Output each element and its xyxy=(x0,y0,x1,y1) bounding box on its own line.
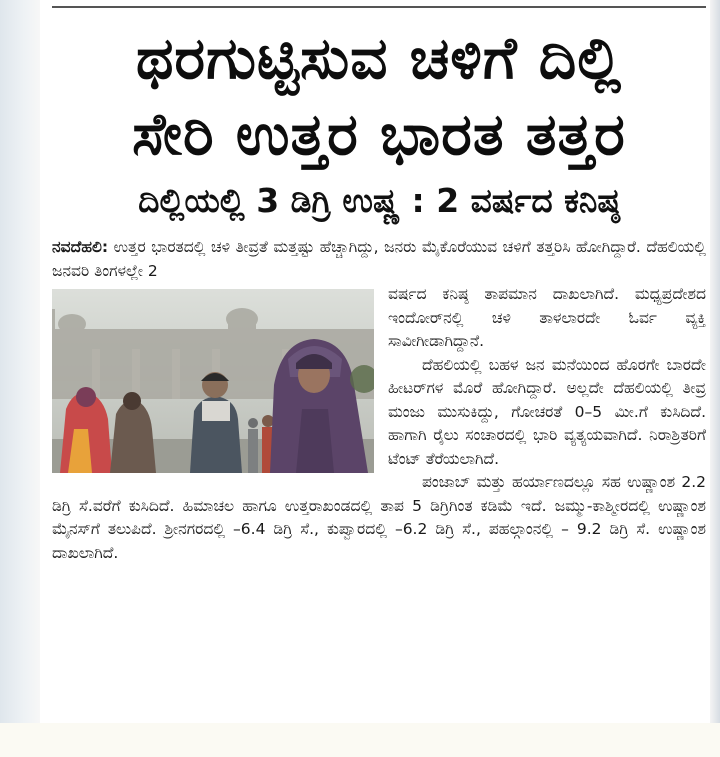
headline-line-1: ಥರಗುಟ್ಟಿಸುವ ಚಳಿಗೆ ದಿಲ್ಲಿ xyxy=(135,24,623,92)
paragraph-1-continued: ವರ್ಷದ ಕನಿಷ್ಠ ತಾಪಮಾನ ದಾಖಲಾಗಿದೆ. ಮಧ್ಯಪ್ರದೇಶದ ಇಂದೋರ್‌ನಲ್ಲಿ ಚಳಿ ತಾಳಲಾರದೇ ಓರ್ವ ವ್ಯಕ್ತಿ ಸಾವೀಗೀಡಾಗಿದ್ದಾನೆ. xyxy=(388,285,706,350)
headline-line-2: ಸೇರಿ ಉತ್ತರ ಭಾರತ ತತ್ತರ xyxy=(132,100,626,168)
page-right-edge xyxy=(710,0,720,757)
photo-illustration-icon xyxy=(52,289,374,473)
subheadline: ದಿಲ್ಲಿಯಲ್ಲಿ 3 ಡಿಗ್ರಿ ಉಷ್ಣ : 2 ವರ್ಷದ ಕನಿಷ್ಠ xyxy=(138,181,620,220)
paragraph-2: ದೆಹಲಿಯಲ್ಲಿ ಬಹಳ ಜನ ಮನೆಯಿಂದ ಹೊರಗೇ ಬಾರದೇ ಹೀಟರ್‌ಗಳ ಮೊರೆ ಹೋಗಿದ್ದಾರೆ. ಅಲ್ಲದೇ ದೆಹಲಿಯಲ್ಲಿ ತೀವ್ರ ಮಂಜು ಮುಸುಕಿದ್ದು, ಗೋಚರತೆ 0–5 ಮೀ.ಗೆ ಕುಸಿದಿದೆ. ಹಾಗಾಗಿ ರೈಲು ಸಂಚಾರದಲ್ಲಿ ಭಾರಿ ವ್ಯತ್ಯಯವಾಗಿದೆ. ನಿರಾಶ್ರಿತರಿಗೆ ಟೆಂಟ್ ತೆರೆಯಲಾಗಿದೆ. xyxy=(388,355,706,468)
page-bottom-margin xyxy=(0,723,720,757)
news-article xyxy=(52,20,706,565)
headline xyxy=(52,20,706,172)
top-rule xyxy=(52,6,706,8)
paragraph-1-lead: ಉತ್ತರ ಭಾರತದಲ್ಲಿ ಚಳಿ ತೀವ್ರತೆ ಮತ್ತಷ್ಟು ಹೆಚ್ಚಾಗಿದ್ದು, ಜನರು ಮೈಕೊರೆಯುವ ಚಳಿಗೆ ತತ್ತರಿಸಿ ಹೋಗಿದ್ದಾರೆ. ದೆಹಲಿಯಲ್ಲಿ ಜನವರಿ ತಿಂಗಳಲ್ಲೇ 2 xyxy=(52,238,706,280)
dateline: ನವದೆಹಲಿ: xyxy=(52,238,109,256)
paragraph-3: ಪಂಜಾಬ್ ಮತ್ತು ಹರ್ಯಾಣದಲ್ಲೂ ಸಹ ಉಷ್ಣಾಂಶ 2.2 ಡಿಗ್ರಿ ಸೆ.ವರೆಗೆ ಕುಸಿದಿದೆ. ಹಿಮಾಚಲ ಹಾಗೂ ಉತ್ತರಾಖಂಡದಲ್ಲಿ ತಾಪ 5 ಡಿಗ್ರಿಗಿಂತ ಕಡಿಮೆ ಇದೆ. ಜಮ್ಮು-ಕಾಶ್ಮೀರದಲ್ಲಿ ಉಷ್ಣಾಂಶ ಮೈನಸ್‌ಗೆ ತಲುಪಿದೆ. ಶ್ರೀನಗರದಲ್ಲಿ –6.4 ಡಿಗ್ರಿ ಸೆ., ಕುಪ್ವಾರದಲ್ಲಿ –6.2 ಡಿಗ್ರಿ ಸೆ., ಪಹಲ್ಗಾಂನಲ್ಲಿ – 9.2 ಡಿಗ್ರಿ ಸೆ. ಉಷ್ಣಾಂಶ ದಾಖಲಾಗಿದೆ. xyxy=(52,473,706,562)
news-photo xyxy=(52,289,374,473)
article-body xyxy=(52,236,706,565)
paragraph-1-intro xyxy=(52,236,706,283)
page-left-edge xyxy=(0,0,40,757)
